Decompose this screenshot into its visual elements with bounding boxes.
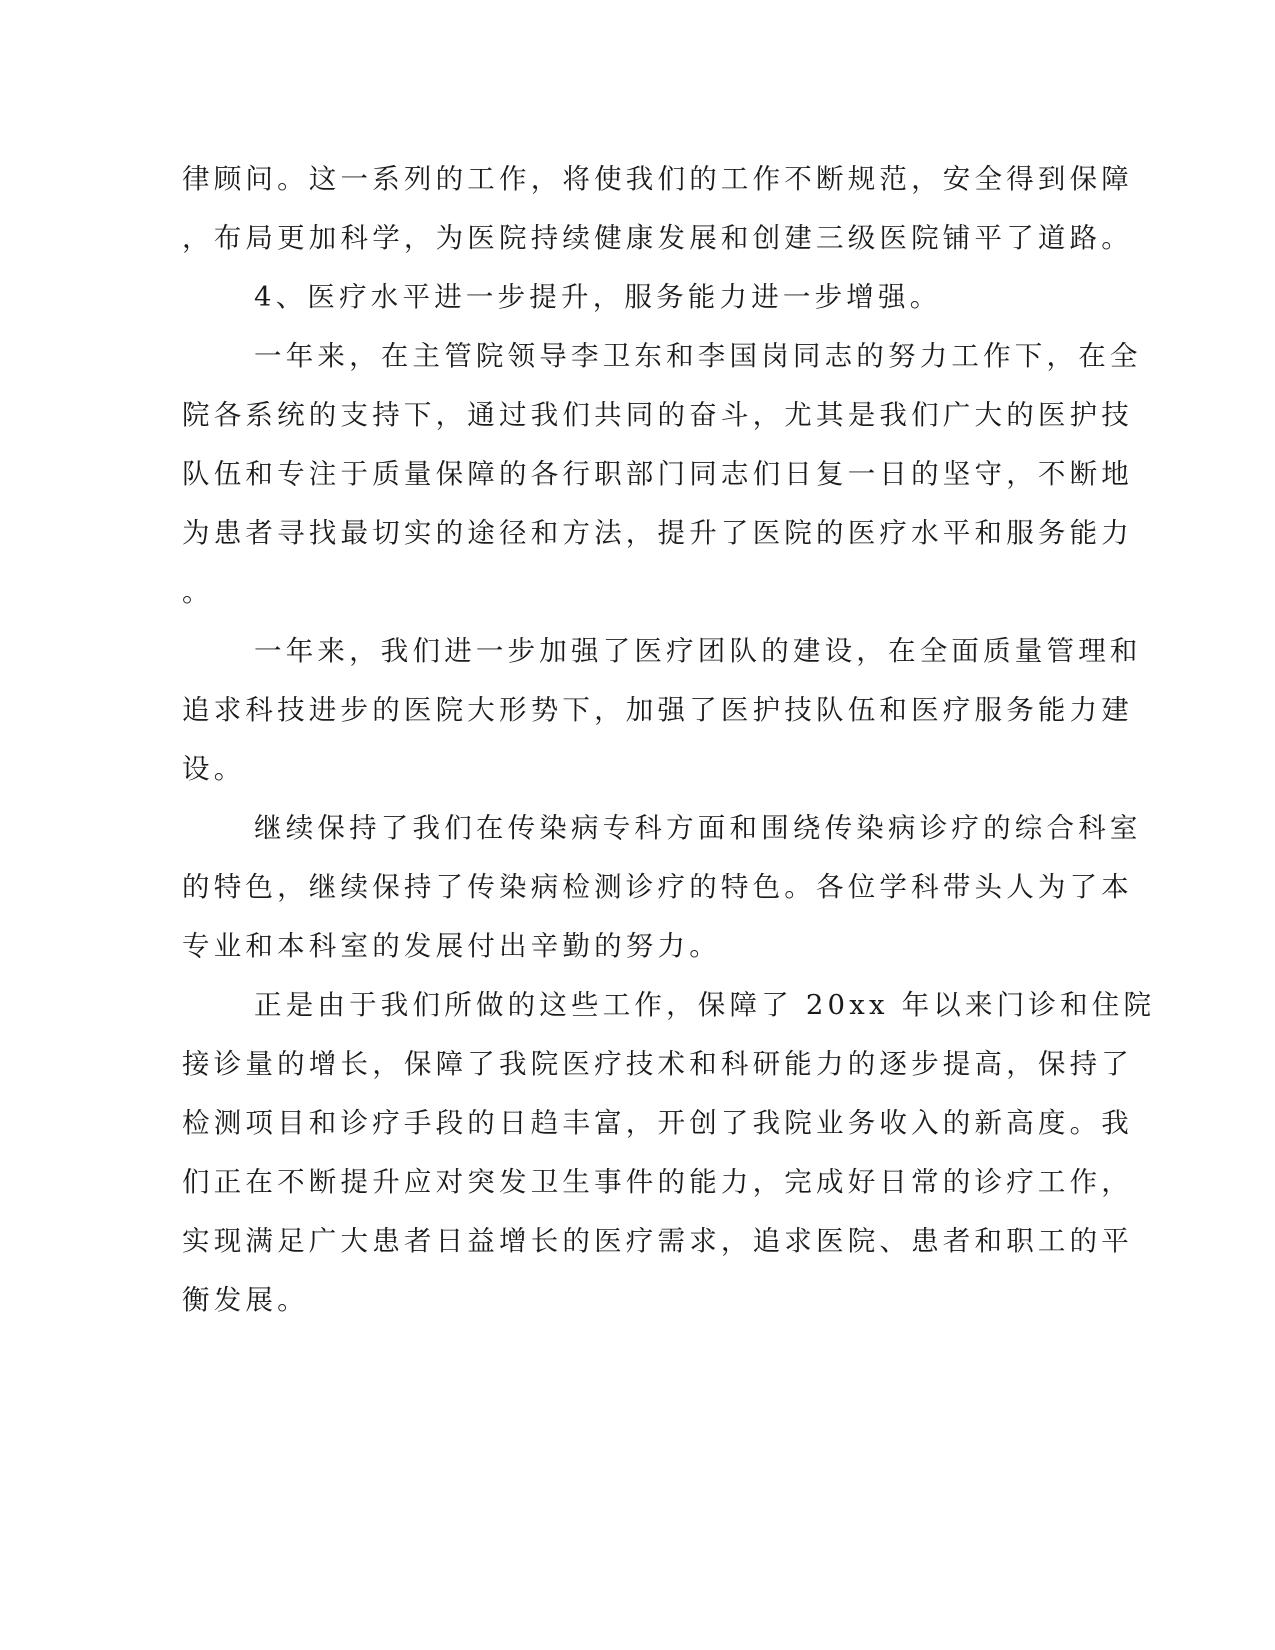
text-line-14: 专业和本科室的发展付出辛勤的努力。 (182, 930, 721, 962)
text-line-4: 一年来，在主管院领导李卫东和李国岗同志的努力工作下，在全 (254, 340, 1142, 372)
text-line-18: 们正在不断提升应对突发卫生事件的能力，完成好日常的诊疗工作， (182, 1166, 1133, 1198)
text-line-2: ，布局更加科学，为医院持续健康发展和创建三级医院铺平了道路。 (182, 222, 1133, 254)
text-line-17: 检测项目和诊疗手段的日趋丰富，开创了我院业务收入的新高度。我 (182, 1107, 1133, 1139)
text-line-6: 队伍和专注于质量保障的各行职部门同志们日复一日的坚守，不断地 (182, 458, 1133, 490)
text-line-9: 一年来，我们进一步加强了医疗团队的建设，在全面质量管理和 (254, 635, 1142, 667)
text-line-8: 。 (182, 576, 214, 608)
text-line-12: 继续保持了我们在传染病专科方面和围绕传染病诊疗的综合科室 (254, 812, 1142, 844)
section-heading: 4、医疗水平进一步提升，服务能力进一步增强。 (254, 281, 942, 313)
text-line-10: 追求科技进步的医院大形势下，加强了医护技队伍和医疗服务能力建 (182, 694, 1133, 726)
body-text (182, 150, 1156, 1330)
text-line-11: 设。 (182, 753, 246, 785)
text-line-15: 正是由于我们所做的这些工作，保障了 20xx 年以来门诊和住院 (254, 989, 1156, 1021)
text-line-7: 为患者寻找最切实的途径和方法，提升了医院的医疗水平和服务能力 (182, 517, 1133, 549)
text-line-16: 接诊量的增长，保障了我院医疗技术和科研能力的逐步提高，保持了 (182, 1048, 1133, 1080)
text-line-20: 衡发展。 (182, 1284, 309, 1316)
text-line-5: 院各系统的支持下，通过我们共同的奋斗，尤其是我们广大的医护技 (182, 399, 1133, 431)
text-line-19: 实现满足广大患者日益增长的医疗需求，追求医院、患者和职工的平 (182, 1225, 1133, 1257)
text-line-13: 的特色，继续保持了传染病检测诊疗的特色。各位学科带头人为了本 (182, 871, 1133, 903)
text-line-1: 律顾问。这一系列的工作，将使我们的工作不断规范，安全得到保障 (182, 163, 1133, 195)
